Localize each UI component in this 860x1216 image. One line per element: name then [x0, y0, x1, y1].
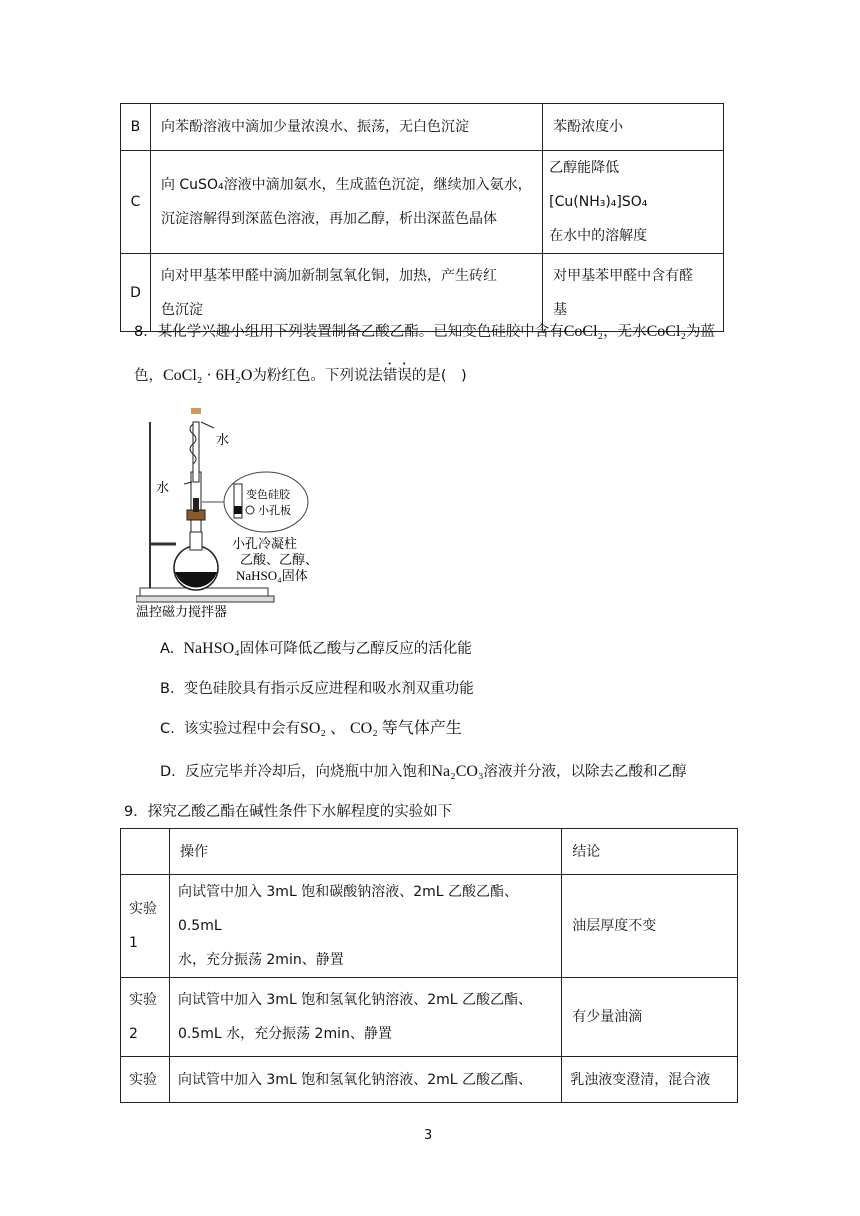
experiment-table — [120, 828, 738, 1103]
q8-text: 为粉红色。下列说法 — [252, 368, 383, 384]
cell-text: 0.5mL 水，充分振荡 2min、静置 — [177, 1026, 392, 1042]
cell-text: 向对甲基苯甲醛中滴加新制氢氧化铜，加热，产生砖红 — [160, 267, 497, 284]
header-text: 结论 — [572, 843, 601, 860]
figure-label: 小孔板 — [258, 505, 291, 517]
label-text: 1 — [129, 935, 138, 951]
answer-table — [120, 103, 724, 332]
cell-text: 油层厚度不变 — [572, 918, 657, 934]
formula: CoCl₂ — [563, 323, 604, 340]
table-row — [121, 875, 738, 978]
label-text: 实验 — [129, 1071, 157, 1088]
cell-text: 对甲基苯甲醛中含有醛 — [553, 267, 694, 284]
option-key: C. — [160, 721, 175, 737]
q8-text: 8．某化学兴趣小组用下列装置制备乙酸乙酯。已知变色硅胶中含有 — [134, 324, 564, 340]
formula: CoCl₂ — [646, 323, 686, 340]
table-row — [121, 1057, 738, 1103]
cell-text: 在水中的溶解度 — [549, 228, 648, 244]
cell-text: 沉淀溶解得到深蓝色溶液，再加乙醇，析出深蓝色晶体 — [160, 211, 497, 227]
table-cell — [543, 254, 724, 332]
row-label — [121, 1057, 170, 1103]
row-label — [121, 875, 170, 978]
table-cell — [562, 978, 738, 1057]
formula: NaHSO₄ — [183, 640, 240, 657]
table-row — [121, 151, 724, 254]
option-key: D. — [160, 764, 176, 780]
row-label: C — [121, 151, 151, 254]
table-cell — [543, 151, 724, 254]
figure-label: 小孔冷凝柱 — [232, 536, 298, 551]
figure-label: NaHSO₄固体 — [236, 568, 308, 583]
cell-text: 向苯酚溶液中滴加少量浓溴水、振荡，无白色沉淀 — [160, 119, 469, 135]
table-cell — [562, 1057, 738, 1103]
table-header-row — [121, 829, 738, 875]
page-number: 3 — [424, 1128, 433, 1143]
option-text: 溶液并分液，以除去乙酸和乙醇 — [483, 764, 687, 780]
q8-text: ，无水 — [603, 324, 647, 340]
option-d — [160, 762, 687, 782]
cell-text: 向试管中加入 3mL 饱和碳酸钠溶液、2mL 乙酸乙酯、0.5mL — [177, 884, 518, 934]
question-8-line1 — [134, 322, 715, 342]
header-text: 操作 — [179, 843, 208, 860]
table-cell — [150, 151, 542, 254]
option-text: 变色硅胶具有指示反应进程和吸水剂双重功能 — [183, 681, 474, 697]
cell-text: 有少量油滴 — [572, 1009, 643, 1025]
cell-text: 乳浊液变澄清，混合液 — [570, 1071, 711, 1088]
option-b — [160, 679, 474, 699]
question-9-title: 9．探究乙酸乙酯在碱性条件下水解程度的实验如下 — [124, 804, 453, 820]
option-text: 反应完毕并冷却后，向烧瓶中加入饱和 — [185, 764, 432, 780]
formula: SO₂ 、 CO₂ 等气体产生 — [299, 720, 462, 737]
formula: Na₂CO₃ — [431, 763, 484, 780]
figure-label: 变色硅胶 — [246, 489, 290, 501]
row-label: D — [121, 254, 151, 332]
q8-text: 为蓝 — [685, 324, 715, 340]
label-text: 实验 — [129, 901, 157, 917]
label-text: 实验 — [129, 992, 157, 1008]
cell-text: 向试管中加入 3mL 饱和氢氧化钠溶液、2mL 乙酸乙酯、 — [177, 992, 532, 1008]
header-cell — [121, 829, 170, 875]
figure-label: 水 — [156, 480, 170, 495]
q8-text: 的是( ) — [411, 368, 467, 384]
cell-text: 向 CuSO₄溶液中滴加氨水，生成蓝色沉淀，继续加入氨水， — [160, 177, 532, 193]
header-cell — [169, 829, 561, 875]
option-a — [160, 639, 472, 659]
table-cell — [169, 875, 561, 978]
option-c — [160, 719, 462, 739]
option-text: 固体可降低乙酸与乙醇反应的活化能 — [239, 641, 472, 657]
option-key: B. — [160, 681, 175, 697]
table-cell — [562, 875, 738, 978]
cell-text: 色沉淀 — [160, 301, 203, 318]
row-label — [121, 978, 170, 1057]
q8-text: 色， — [134, 368, 163, 384]
row-label: B — [121, 104, 151, 151]
table-cell — [169, 978, 561, 1057]
table-cell — [150, 104, 542, 151]
option-key: A. — [160, 641, 175, 657]
emphasis-text: 错误 — [382, 368, 412, 384]
figure-label: 温控磁力搅拌器 — [136, 604, 228, 619]
label-text: 2 — [129, 1026, 138, 1042]
apparatus-figure — [136, 402, 336, 622]
formula: CoCl₂ · 6H₂O — [163, 367, 253, 384]
table-row — [121, 104, 724, 151]
table-cell — [150, 254, 542, 332]
table-row — [121, 254, 724, 332]
cell-text: 乙醇能降低[Cu(NH₃)₄]SO₄ — [549, 160, 648, 210]
cell-text: 基 — [553, 301, 568, 318]
option-text: 该实验过程中会有 — [183, 721, 300, 737]
table-cell — [543, 104, 724, 151]
cell-text: 水，充分振荡 2min、静置 — [177, 952, 344, 968]
question-8-line2 — [134, 360, 467, 386]
cell-text: 向试管中加入 3mL 饱和氢氧化钠溶液、2mL 乙酸乙酯、 — [177, 1071, 532, 1088]
header-cell — [562, 829, 738, 875]
table-cell — [169, 1057, 561, 1103]
figure-label: 乙酸、乙醇、 — [240, 552, 319, 567]
figure-label: 水 — [216, 432, 230, 447]
table-row — [121, 978, 738, 1057]
cell-text: 苯酚浓度小 — [553, 119, 624, 135]
